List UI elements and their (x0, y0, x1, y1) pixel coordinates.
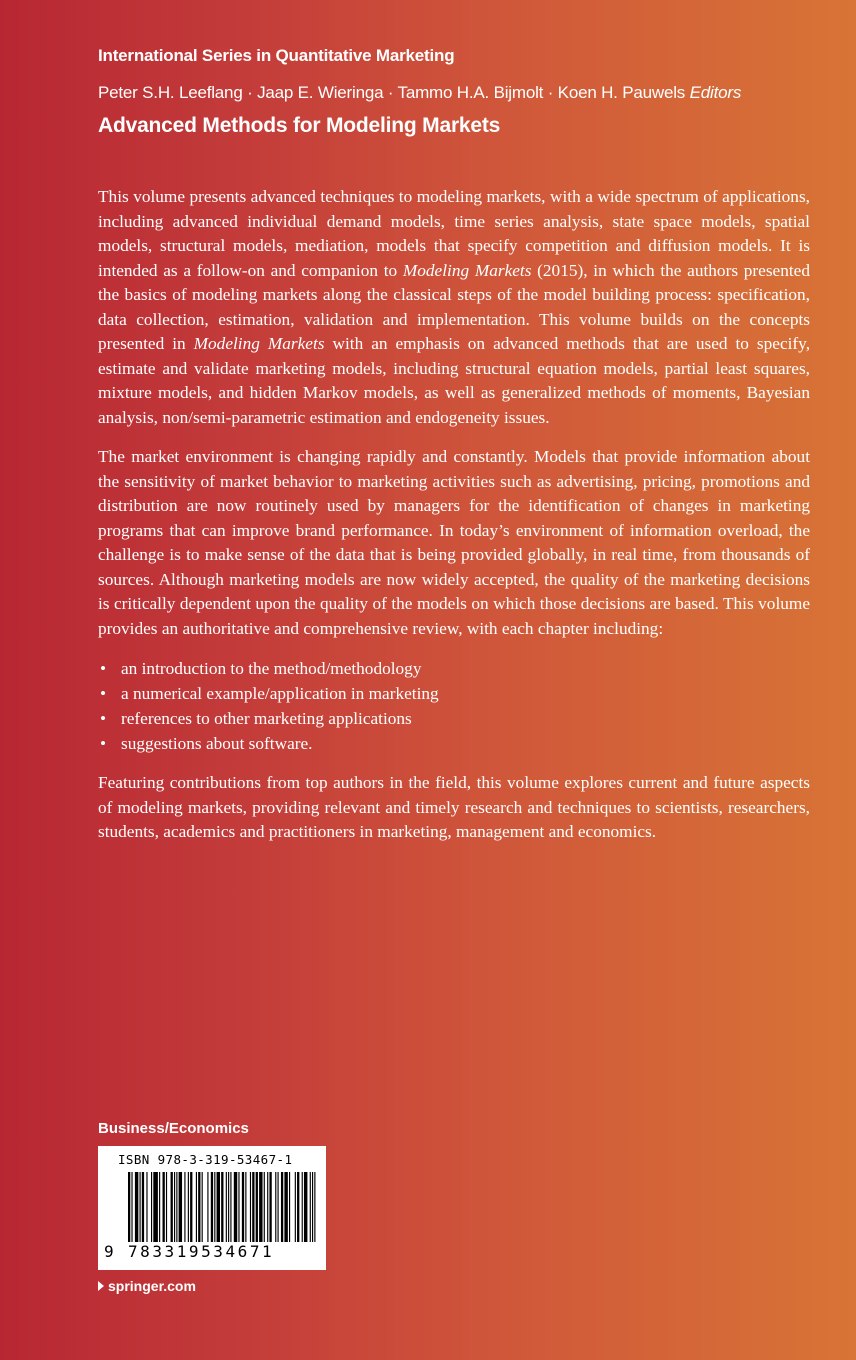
barcode-bar (312, 1172, 313, 1242)
barcode-bars (128, 1172, 318, 1242)
barcode-bar (310, 1172, 311, 1242)
barcode-bar (278, 1172, 279, 1242)
barcode (98, 1146, 326, 1270)
barcode-bar (228, 1172, 229, 1242)
barcode-bar (269, 1172, 271, 1242)
barcode-bar (174, 1172, 175, 1242)
barcode-bar (198, 1172, 200, 1242)
barcode-bar (214, 1172, 215, 1242)
barcode-bar (146, 1172, 147, 1242)
barcode-bar (256, 1172, 258, 1242)
barcode-bar (184, 1172, 185, 1242)
description-paragraph-3: Featuring contributions from top authors in the field, this volume explores current and future aspects of modeling markets, providing relevant and timely research and techniques to scientists, researchers, students, academics and practitioners in marketing, management and economics. (98, 773, 810, 841)
category-label: Business/Economics (98, 1120, 249, 1137)
barcode-bar (140, 1172, 141, 1242)
description-paragraph-2: The market environment is changing rapidly and constantly. Models that provide information about the sensitivity of market behavior to marketing activities such as advertising, pricing, promotions and distribution are now routinely used by managers for the identification of changes in marketing programs that can improve brand performance. In today’s environment of information overload, the challenge is to make sense of the data that is being provided globally, in real time, from thousands of sources. Although marketing models are now widely accepted, the quality of the marketing decisions is critically dependent upon the quality of the models on which those decisions are based. This volume provides an authoritative and comprehensive review, with each chapter including: (98, 447, 810, 638)
barcode-bar (226, 1172, 227, 1242)
barcode-bar (176, 1172, 177, 1242)
publisher-website[interactable] (98, 1278, 196, 1294)
barcode-bar (188, 1172, 189, 1242)
p1-text-c: with an emphasis on advanced methods that are used to specify, estimate and validate marketing models, including structural equation models, partial least squares, mixture models, and hidden Markov models, as well as generalized methods of moments, Bayesian analysis, non/semi-parametric estimation and endogeneity issues. (98, 334, 811, 427)
barcode-bar (230, 1172, 231, 1242)
barcode-bar (284, 1172, 287, 1242)
list-item: • an introduction to the method/methodology (98, 656, 810, 681)
barcode-bar (211, 1172, 213, 1242)
list-item: • a numerical example/application in marketing (98, 681, 810, 706)
barcode-bar (151, 1172, 152, 1242)
barcode-bar (259, 1172, 262, 1242)
website-link[interactable]: springer.com (108, 1278, 196, 1294)
description (98, 185, 810, 860)
barcode-bar (252, 1172, 254, 1242)
barcode-bar (135, 1172, 138, 1242)
description-paragraph-1 (98, 185, 810, 430)
barcode-bar (207, 1172, 208, 1242)
barcode-bar (302, 1172, 303, 1242)
list-item: • references to other marketing applications (98, 706, 810, 731)
book-title: Advanced Methods for Modeling Markets (98, 114, 501, 137)
p1-text-b: (2015), in which the authors presented the basics of modeling markets along the classical steps of the model building process: specification, data collection, estimation, validation and implementation. This volume builds on the concepts presented in (98, 260, 810, 353)
p1-text-a: This volume presents advanced techniques to modeling markets, with a wide spectrum of applications, including advanced individual demand models, time series analysis, state space models, spatial models, structural models, mediation, models that specify competition and diffusion models. It is intended as a follow-on and companion to (98, 187, 810, 280)
barcode-bar (314, 1172, 315, 1242)
barcode-bar (179, 1172, 182, 1242)
barcode-bar (171, 1172, 173, 1242)
barcode-bar (131, 1172, 132, 1242)
barcode-bar (128, 1172, 130, 1242)
barcode-bar (245, 1172, 246, 1242)
barcode-bar (281, 1172, 283, 1242)
p1-book-ref-1: Modeling Markets (402, 260, 532, 280)
barcode-bar (234, 1172, 237, 1242)
list-item: • suggestions about software. (98, 731, 810, 756)
barcode-bar (166, 1172, 167, 1242)
barcode-bar (202, 1172, 203, 1242)
barcode-bar (295, 1172, 296, 1242)
isbn-text: ISBN 978-3-319-53467-1 (118, 1152, 293, 1167)
barcode-bar (217, 1172, 220, 1242)
barcode-bar (159, 1172, 160, 1242)
barcode-bar (275, 1172, 276, 1242)
barcode-bar (190, 1172, 192, 1242)
barcode-bar (304, 1172, 307, 1242)
barcode-bar (267, 1172, 268, 1242)
barcode-bar (221, 1172, 223, 1242)
ean-first-digit: 9 (104, 1242, 114, 1261)
barcode-bar (196, 1172, 197, 1242)
barcode-bar (297, 1172, 299, 1242)
barcode-bar (264, 1172, 265, 1242)
triangle-right-icon (98, 1281, 104, 1291)
barcode-bar (289, 1172, 290, 1242)
chapter-features-list (98, 656, 810, 756)
barcode-bar (242, 1172, 244, 1242)
editors-line (98, 83, 741, 103)
barcode-bar (142, 1172, 144, 1242)
barcode-bar (163, 1172, 165, 1242)
editors-names: Peter S.H. Leeflang · Jaap E. Wieringa · Tammo H.A. Bijmolt · Koen H. Pauwels (98, 83, 686, 102)
editors-role: Editors (689, 83, 742, 102)
barcode-bar (250, 1172, 251, 1242)
ean-digits: 783319534671 (128, 1242, 275, 1261)
barcode-bar (153, 1172, 158, 1242)
p1-book-ref-2: Modeling Markets (193, 334, 325, 353)
barcode-bar (238, 1172, 239, 1242)
series-title: International Series in Quantitative Marketing (98, 46, 455, 65)
